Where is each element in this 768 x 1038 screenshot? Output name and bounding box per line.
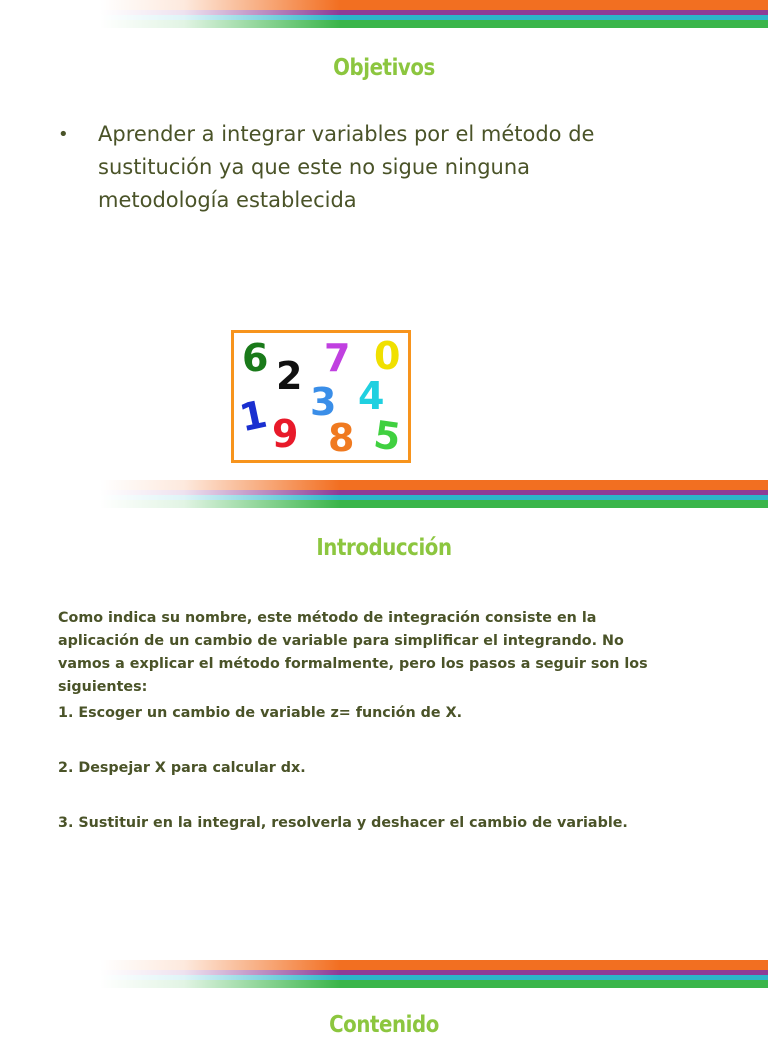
- step-2: 2. Despejar X para calcular dx.: [58, 760, 306, 776]
- slide-introduccion: [0, 480, 768, 960]
- digit-9: 9: [272, 412, 299, 456]
- digit-1: 1: [235, 391, 271, 441]
- intro-paragraph: Como indica su nombre, este método de integración consiste en la aplicación de un cambio de variable para simplificar el integrando. No vamos a explicar el método formalmente, pero los pasos a seguir son los siguientes:: [58, 610, 648, 695]
- decorative-stripe-band: [100, 480, 768, 510]
- slide-heading: Introducción: [316, 535, 452, 561]
- bullet-text: Aprender a integrar variables por el método de sustitución ya que este no sigue ninguna metodología establecida: [98, 122, 595, 212]
- decorative-stripe-band: [100, 960, 768, 990]
- digit-5: 5: [371, 412, 404, 460]
- bullet-icon: •: [58, 124, 69, 145]
- slide-heading: Objetivos: [333, 55, 435, 81]
- digit-7: 7: [324, 336, 351, 380]
- slide-contenido: [0, 960, 768, 1038]
- decorative-stripe-band: [100, 0, 768, 30]
- objectives-list: [58, 118, 598, 217]
- digit-8: 8: [328, 416, 355, 460]
- digit-2: 2: [276, 354, 303, 398]
- colorful-digits-image: [231, 330, 411, 463]
- digit-4: 4: [358, 374, 385, 418]
- intro-body: [58, 607, 658, 835]
- step-1: 1. Escoger un cambio de variable z= función de X.: [58, 705, 463, 721]
- digit-0: 0: [374, 334, 401, 378]
- slide-objetivos: [0, 0, 768, 480]
- slide-heading: Contenido: [329, 1012, 439, 1038]
- digit-6: 6: [242, 336, 269, 380]
- step-3: 3. Sustituir en la integral, resolverla y deshacer el cambio de variable.: [58, 815, 628, 831]
- digit-3: 3: [310, 380, 337, 424]
- list-item: [58, 118, 598, 217]
